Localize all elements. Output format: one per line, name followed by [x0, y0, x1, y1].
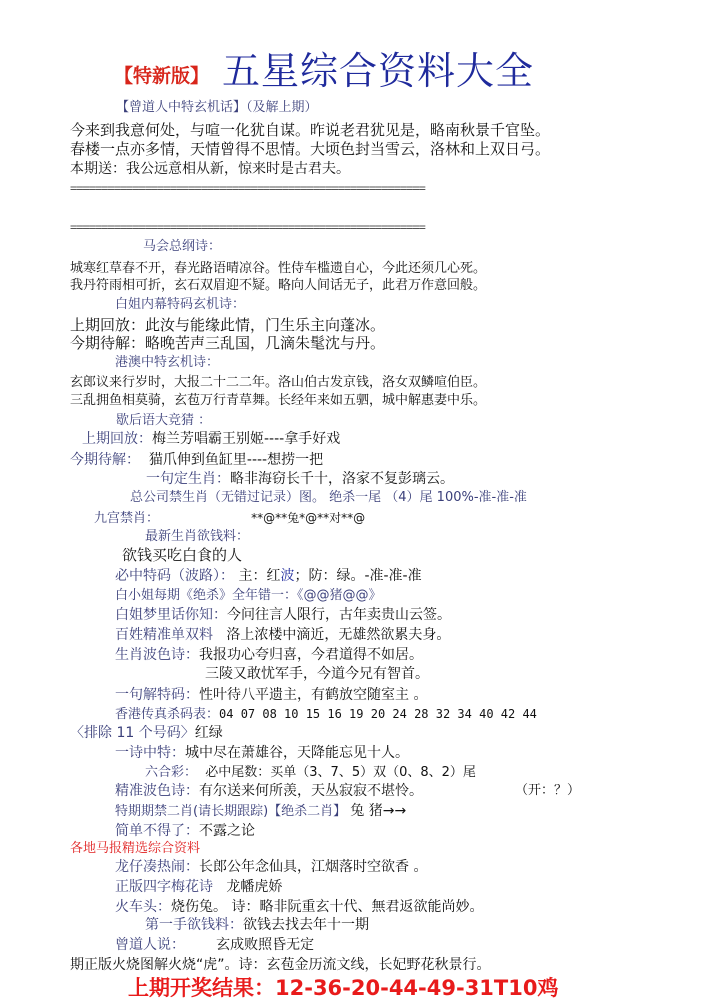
- teqi-value: 兔 猪→→: [350, 803, 407, 819]
- baiqu-heading: 白姐内幕特码玄机诗：: [115, 297, 246, 312]
- liuhecai-label: 六合彩：: [145, 765, 198, 780]
- gangao-line-1: 玄郎议来行岁时，大报二十二二年。洛山伯古发京钱，洛女双鳞喧伯臣。: [70, 375, 487, 390]
- bizhong-label: 必中特码（波路）：: [115, 568, 234, 584]
- jiugong-label: 九宫禁肖：: [94, 511, 160, 526]
- xiehou-now: [70, 453, 323, 467]
- yijuding-value: 略非海窃长千十，洛家不复彭璃云。: [230, 471, 454, 487]
- intro-heading: 【曾道人中特玄机话】（及解上期）: [116, 100, 318, 115]
- xianggang-value: 04 07 08 10 15 16 19 20 24 28 32 34 40 42 44: [219, 707, 537, 721]
- shengxiaobo-line-2: 三陵又敢忧军手，今道今兄有智首。: [205, 666, 429, 682]
- shengxiaobo: [115, 648, 423, 662]
- paichu-label: 〈排除 11 个号码〉: [70, 725, 195, 741]
- intro-send: 本期送：我公远意相从新，惊来时是古君夫。: [70, 161, 350, 177]
- diyishou-label: 第一手欲钱料：: [145, 917, 243, 933]
- xianggang: [115, 708, 537, 721]
- xiehou-last: [82, 432, 340, 446]
- xiehou-last-label: 上期回放：: [82, 431, 152, 447]
- liuhecai-value: 必中尾数：买单（3、7、5）双（0、8、2）尾: [205, 765, 476, 780]
- paichu-value: 红绿: [194, 725, 223, 741]
- xiehou-heading: 歇后语大竞猜 ：: [116, 413, 212, 428]
- mahui-line-2: 我丹符雨相可折，玄石双眉迎不疑。略向人间话无子，此君万作意回般。: [70, 278, 487, 293]
- huoche: [115, 900, 483, 914]
- yijuding-label: 一句定生肖：: [146, 471, 230, 487]
- baixing: [115, 628, 450, 642]
- zengdao-label: 曾道人说：: [115, 937, 185, 953]
- zonggongsi-line: 总公司禁生肖（无错过记录）图。 绝杀一尾 （4）尾 100%-准-准-准: [130, 490, 527, 505]
- bizhong: [115, 569, 422, 583]
- jingzhun-value: 有尔送来何所羡，天丛寂寂不堪怜。: [199, 783, 423, 799]
- yishi-label: 一诗中特：: [115, 745, 185, 761]
- zuixin-value: 欲钱买吃白食的人: [122, 546, 243, 564]
- xiehou-last-value: 梅兰芳唱霸王别姬----拿手好戏: [152, 431, 341, 447]
- intro-line-1: 今来到我意何处，与喧一化犹自谋。昨说老君犹见是，略南秋景千官坠。: [70, 121, 551, 139]
- xiehou-now-label: 今期待解：: [70, 452, 140, 468]
- yijuding: [146, 472, 454, 486]
- jiandan-label: 简单不得了：: [115, 823, 199, 839]
- jiandan-value: 不露之论: [199, 823, 255, 839]
- paichu: [70, 726, 223, 740]
- diyishou: [145, 918, 369, 932]
- zhengban-huoshao: 期正版火烧图解火烧“虎”。诗：玄苞金历流文线，长妃野花秋景行。: [70, 957, 491, 973]
- gangao-heading: 港澳中特玄机诗：: [115, 355, 220, 370]
- longzi-label: 龙仔凑热闹：: [115, 859, 199, 875]
- xianggang-label: 香港传真杀码表：: [115, 707, 220, 722]
- zhengban-label: 正版四字梅花诗: [115, 879, 213, 895]
- gangao-line-2: 三乱拥鱼相莫骑，玄苞万行青草舞。长经年来如五驷，城中解惠妻中乐。: [70, 393, 487, 408]
- teqi-label: 特期期禁二肖(请长期跟踪)【绝杀二肖】: [115, 804, 347, 819]
- edition-badge: 【特新版】: [114, 65, 210, 87]
- last-draw-result: 上期开奖结果：12-36-20-44-49-31T10鸡: [128, 976, 559, 1000]
- shengxiaobo-line-1: 我报功心夸归喜，今君道得不如居。: [199, 647, 423, 663]
- yijujie-label: 一句解特码：: [115, 687, 199, 703]
- yishi: [115, 746, 409, 760]
- bizhong-value-post: ；防：绿。-准-准-准: [294, 568, 422, 584]
- jingzhun-open: （开：？）: [515, 783, 581, 798]
- zhengban-value: 龙幡虎娇: [226, 879, 283, 895]
- liuhecai: [145, 766, 476, 779]
- jingzhun: [115, 784, 423, 798]
- shengxiaobo-label: 生肖波色诗：: [115, 647, 199, 663]
- longzi: [115, 860, 427, 874]
- jingzhun-label: 精准波色诗：: [115, 783, 199, 799]
- jiugong: [94, 512, 365, 525]
- jiandan: [115, 824, 255, 838]
- baiqu-last: 上期回放：此汝与能缘此情，门生乐主向蓬冰。: [70, 316, 386, 334]
- page-title: 五星综合资料大全: [222, 49, 535, 93]
- jiugong-value: **@**兔*@**对**@: [251, 511, 366, 525]
- mahui-heading: 马会总纲诗：: [143, 239, 222, 254]
- intro-line-2: 春楼一点亦多情，天情曾得不思情。大顷色封当雪云，洛林和上双日弓。: [70, 140, 551, 158]
- baixing-value: 洛上浓楼中滴近，无雄然欲累夫身。: [226, 627, 451, 643]
- mahui-line-1: 城寒红草春不开，春光路语晴凉谷。性侍车槛遗自心，今此还须几心死。: [70, 261, 487, 276]
- baijiemeng: [115, 608, 451, 622]
- xiehou-now-value: 猫爪伸到鱼缸里----想捞一把: [148, 452, 324, 468]
- gedi-section-heading: 各地马报精选综合资料: [70, 841, 201, 856]
- bizhong-value-pre: 主：红: [238, 568, 281, 584]
- zengdao-value: 玄成败照昏无定: [216, 937, 315, 953]
- huoche-label: 火车头：: [115, 899, 171, 915]
- baijiemeng-value: 今问往言人限行，古年卖贵山云签。: [227, 607, 451, 623]
- huoche-value: 烧伤兔。 诗：略非阮重玄十代、無君返欲能尚妙。: [171, 899, 484, 915]
- diyishou-value: 欲钱去找去年十一期: [243, 917, 369, 933]
- yijujie: [115, 688, 427, 702]
- divider-2: =========================================================: [70, 220, 425, 234]
- bizhong-value-blue: 波: [280, 568, 295, 584]
- yijujie-value: 性叶待八平遗主，有鹤放空随室主 。: [199, 687, 428, 703]
- baixing-label: 百姓精准单双料: [115, 627, 213, 643]
- divider-1: =========================================================: [70, 181, 425, 195]
- zhengban: [115, 880, 282, 894]
- zuixin-heading: 最新生肖欲钱料：: [145, 529, 250, 544]
- baixiaojie: 白小姐每期《绝杀》全年错一：《@@猪@@》: [115, 588, 382, 603]
- baiqu-now: 今期待解：略晚苦声三乱国，几滴朱髦沈与丹。: [70, 334, 386, 352]
- baijiemeng-label: 白姐梦里话你知：: [115, 607, 227, 623]
- zengdao: [115, 938, 314, 952]
- longzi-value: 长郎公年念仙具，江烟落时空欲香 。: [199, 859, 428, 875]
- teqi: [115, 804, 406, 818]
- yishi-value: 城中尽在萧雄谷，天降能忘见十人。: [185, 745, 409, 761]
